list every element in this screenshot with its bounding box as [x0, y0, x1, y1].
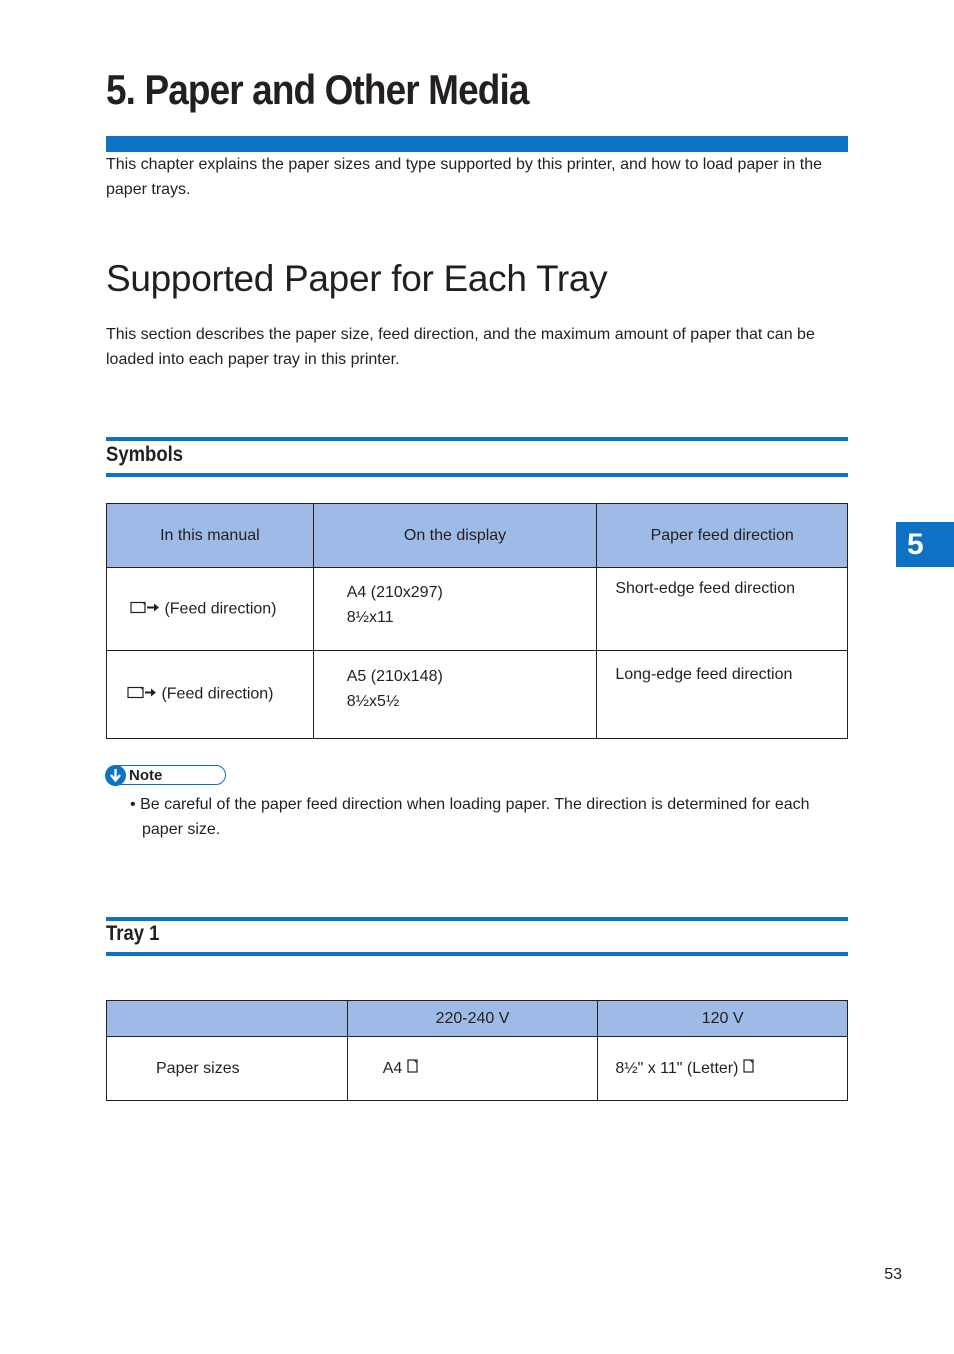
symbols-cell-manual	[107, 651, 314, 739]
long-edge-feed-icon	[127, 685, 157, 704]
tray1-header-220v: 220-240 V	[347, 1001, 598, 1037]
display-size-metric: A5 (210x148)	[346, 668, 443, 685]
table-row	[107, 568, 848, 651]
direction-text: Long-edge feed direction	[615, 666, 793, 683]
chapter-side-tab-number: 5	[907, 527, 924, 561]
chapter-title: 5. Paper and Other Media	[106, 66, 529, 113]
symbols-cell-display	[313, 568, 597, 651]
symbols-top-rule	[106, 437, 848, 441]
tray1-row-label: Paper sizes	[107, 1037, 348, 1101]
tray1-120v-size: 8½" x 11" (Letter)	[615, 1059, 739, 1077]
table-row	[107, 651, 848, 739]
tray1-bottom-rule	[106, 952, 848, 956]
tray1-220v-size: A4	[382, 1059, 403, 1077]
symbols-table	[106, 503, 848, 739]
symbols-manual-text: (Feed direction)	[161, 685, 274, 703]
tray1-cell-120v	[598, 1037, 848, 1101]
note-text: Be careful of the paper feed direction when loading paper. The direction is determined for each paper size.	[140, 796, 810, 838]
portrait-paper-icon	[407, 1059, 419, 1079]
portrait-paper-icon	[743, 1059, 755, 1079]
note-bullet-text	[118, 792, 848, 842]
short-edge-feed-icon	[130, 600, 160, 619]
tray1-header-row	[107, 1001, 848, 1037]
symbols-header-display: On the display	[313, 504, 597, 568]
tray1-table	[106, 1000, 848, 1101]
tray1-header-120v: 120 V	[598, 1001, 848, 1037]
symbols-header-manual: In this manual	[107, 504, 314, 568]
section-title: Supported Paper for Each Tray	[106, 258, 608, 299]
symbols-cell-manual	[107, 568, 314, 651]
chapter-title-bar	[106, 136, 848, 152]
tray1-heading: Tray 1	[106, 922, 160, 945]
table-row	[107, 1037, 848, 1101]
symbols-header-direction: Paper feed direction	[597, 504, 848, 568]
symbols-cell-direction	[597, 568, 848, 651]
symbols-cell-direction	[597, 651, 848, 739]
bullet-mark: •	[130, 796, 136, 813]
display-size-inch: 8½x11	[346, 609, 394, 626]
symbols-manual-text: (Feed direction)	[164, 600, 277, 618]
display-size-metric: A4 (210x297)	[346, 584, 443, 601]
tray1-header-empty	[107, 1001, 348, 1037]
symbols-heading: Symbols	[106, 443, 184, 466]
note-badge	[106, 765, 226, 785]
symbols-bottom-rule	[106, 473, 848, 477]
display-size-inch: 8½x5½	[346, 693, 400, 710]
note-down-arrow-icon	[105, 765, 126, 786]
symbols-header-row	[107, 504, 848, 568]
chapter-side-tab	[896, 522, 954, 567]
symbols-cell-display	[313, 651, 597, 739]
direction-text: Short-edge feed direction	[615, 580, 796, 597]
note-bullet	[118, 792, 848, 842]
tray1-cell-220v	[347, 1037, 598, 1101]
chapter-intro: This chapter explains the paper sizes and type supported by this printer, and how to load paper in the paper trays.	[106, 156, 822, 198]
note-label: Note	[129, 766, 163, 784]
section-intro: This section describes the paper size, feed direction, and the maximum amount of paper that can be loaded into each paper tray in this printer.	[106, 326, 815, 368]
tray1-top-rule	[106, 917, 848, 921]
page-number: 53	[884, 1266, 902, 1283]
